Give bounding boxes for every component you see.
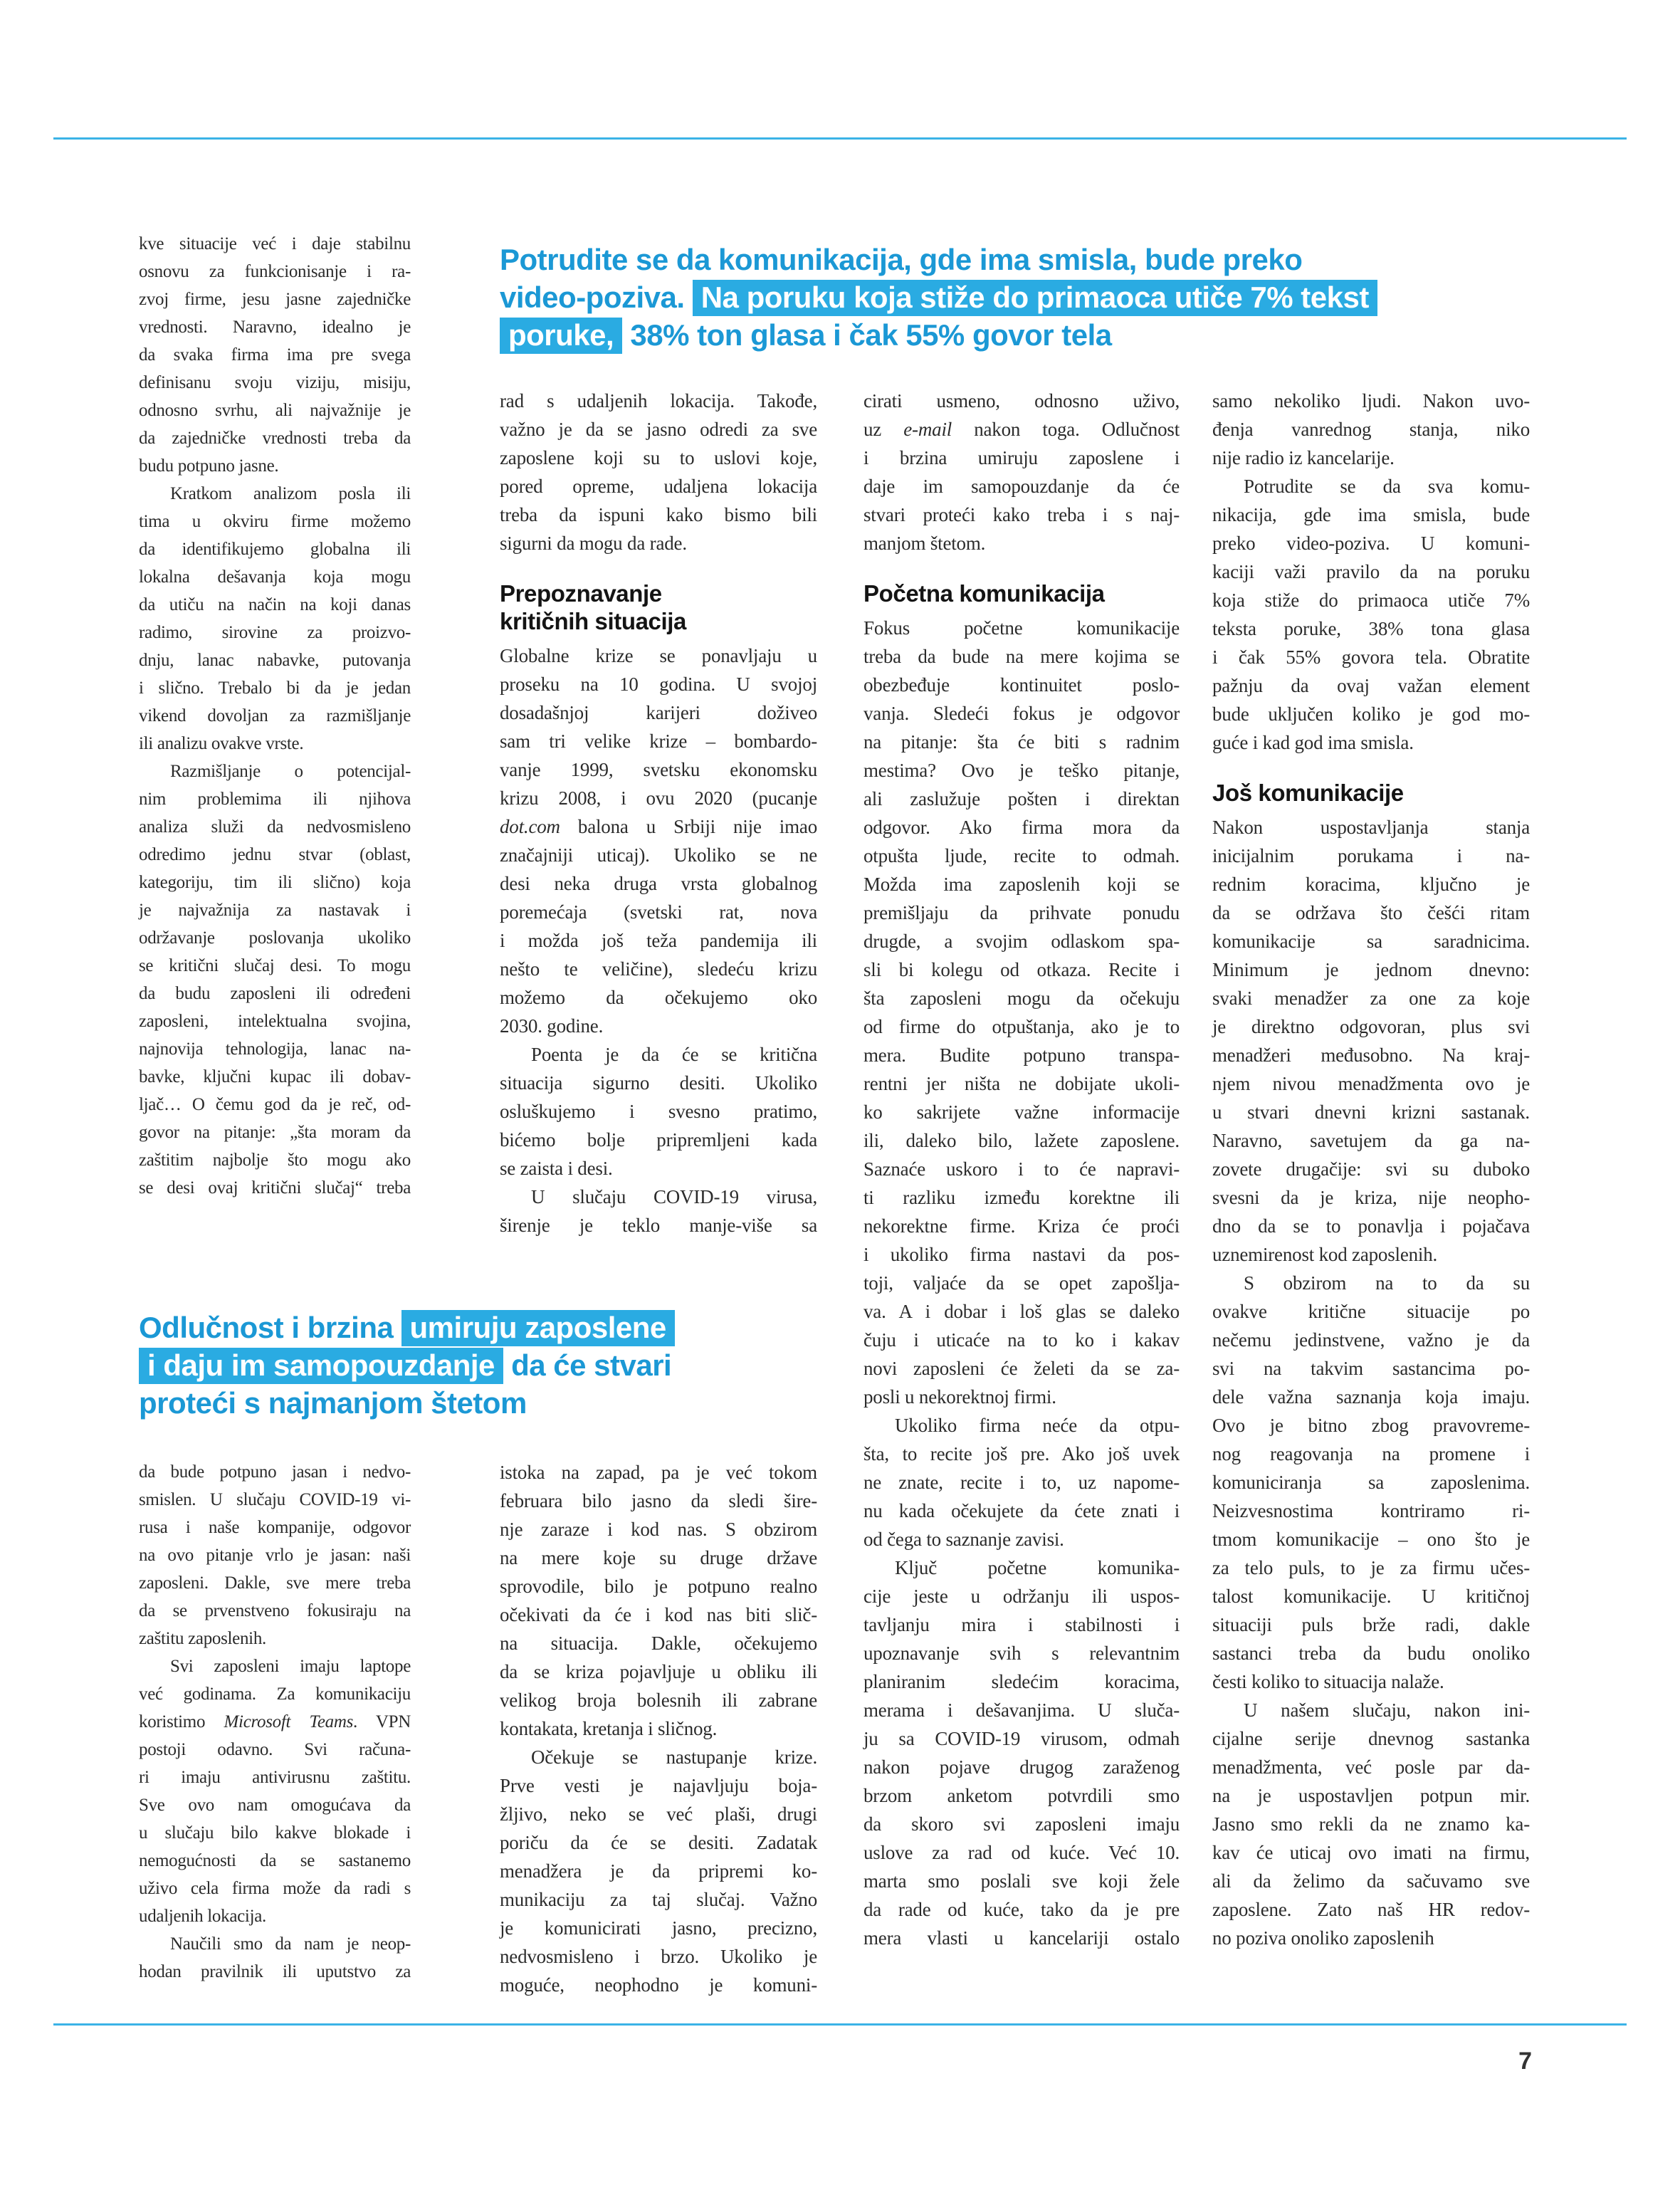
page-number: 7 — [1518, 2048, 1532, 2075]
body-paragraph: Kratkom analizom posla ili tima u okviru firme možemo da identifikujemo globalna ili lokalna dešavanja koja mogu da utiču na način na koji danas radimo, sirovine za proizvo- dnju, lanac nabavke, putovanja i slično. Trebalo bi da je jedan vikend dovoljan za razmišljanje ili analizu ovakve vrste. — [139, 484, 411, 753]
pullquote-headline-top — [500, 241, 1582, 354]
body-paragraph: kve situacije već i daje stabilnu osnovu za funkcionisanje i ra- zvoj firme, jesu jasne zajedničke vrednosti. Naravno, idealno je da svaka firma ima pre svega definisanu svoju viziju, misiju, odnosno svrhu, ali najvažnije je da zajedničke vrednosti treba da budu potpuno jasne. — [139, 234, 411, 476]
headline-line: poruke, 38% ton glasa i čak 55% govor tela — [500, 316, 1582, 354]
body-paragraph: U slučaju COVID-19 virusa, širenje je teklo manje-više sa — [500, 1186, 817, 1236]
column-3 — [863, 387, 1180, 1952]
headline-line: Potrudite se da komunikacija, gde ima smisla, bude preko — [500, 243, 1303, 276]
pullquote-headline-mid — [139, 1309, 965, 1422]
section-subheading: Prepoznavanje kritičnih situacija — [500, 580, 686, 634]
highlighted-text: i daju im samopouzdanje — [139, 1348, 503, 1384]
highlighted-text: umiruju zaposlene — [401, 1310, 675, 1346]
body-paragraph: samo nekoliko ljudi. Nakon uvo- đenja vanrednog stanja, niko nije radio iz kancelarije. — [1212, 390, 1530, 468]
headline-line: i daju im samopouzdanje da će stvari — [139, 1346, 965, 1384]
body-paragraph: Svi zaposleni imaju laptope već godinama. Za komunikaciju koristimo Microsoft Teams. VPN postoji odavno. Svi računa- ri imaju antivirusnu zaštitu. Sve ovo nam omogućava da u slučaju bilo kakve blokade i nemogućnosti da se sastanemo uživo cela firma može da radi s udaljenih lokacija. — [139, 1657, 411, 1926]
highlighted-text: Na poruku koja stiže do primaoca utiče 7% tekst — [693, 280, 1377, 316]
body-paragraph: rad s udaljenih lokacija. Takođe, važno je da se jasno odredi za sve zaposlene koji su to uslovi koje, pored opreme, udaljena lokacija treba da ispuni kako bismo bili sigurni da mogu da rade. — [500, 390, 817, 554]
body-paragraph: Poenta je da će se kritična situacija sigurno desiti. Ukoliko osluškujemo i svesno pratimo, bićemo bolje pripremljeni kada se zaista i desi. — [500, 1044, 817, 1179]
column-2-lower — [500, 1458, 817, 1999]
bottom-rule — [53, 2023, 1627, 2026]
body-paragraph: Razmišljanje o potencijal- nim problemima ili njihova analiza služi da nedvosmisleno odredimo jednu stvar (oblast, kategoriju, tim ili slično) koja je najvažnija za nastavak i održavanje poslovanja ukoliko se kritični slučaj desi. To mogu da budu zaposleni ili određeni zaposleni, intelektualna svojina, najnovija tehnologija, lanac na- bavke, ključni kupac ili dobav- ljač… O čemu god da je reč, od- govor na pitanje: „šta moram da zaštitim najbolje što mogu ako se desi ovaj kritični slučaj“ treba — [139, 762, 411, 1198]
top-rule — [53, 137, 1627, 140]
headline-line: video-poziva. Na poruku koja stiže do primaoca utiče 7% tekst — [500, 278, 1582, 316]
headline-line: Odlučnost i brzina umiruju zaposlene — [139, 1309, 965, 1346]
body-paragraph: S obzirom na to da su ovakve kritične situacije po nečemu jedinstvene, važno je da svi na takvim sastancima po- dele važna saznanja koja imaju. Ovo je bitno zbog pravovreme- nog reagovanja na promene i komuniciranja sa zaposlenima. Neizvesnostima kontriramo ri- tmom komunikacije – ono što je za telo puls, to je za firmu učes- talost komunikacije. U kritičnoj situaciji puls brže radi, dakle sastanci treba da budu onoliko česti koliko to situacija nalaže. — [1212, 1272, 1530, 1692]
body-paragraph: Fokus početne komunikacije treba da bude na mere kojima se obezbeđuje kontinuitet poslo- vanja. Sledeći fokus je odgovor na pitanje: šta će biti s radnim mestima? Ovo je teško pitanje, ali zaslužuje pošten i direktan odgovor. Ako firma mora da otpušta ljude, recite to odmah. Možda ima zaposlenih koji se premišljaju da prihvate ponudu drugde, a svojim odlaskom spa- sli bi kolegu od otkaza. Recite i šta zaposleni mogu da očekuju od firme do otpuštanja, ako je to mera. Budite potpuno transpa- rentni jer ništa ne dobijate ukoli- ko sakrijete važne informacije ili, daleko bilo, lažete zaposlene. Saznaće uskoro i to će napravi- ti razliku između korektne ili nekorektne firme. Kriza će proći i ukoliko firma nastavi da pos- toji, valjaće da se opet zapošlja- va. A i dobar i loš glas se daleko čuju i uticaće na to ko i kakav novi zaposleni će želeti da se za- posli u nekorektnoj firmi. — [863, 617, 1180, 1408]
section-subheading: Još komunikacije — [1212, 780, 1404, 806]
body-paragraph: U našem slučaju, nakon ini- cijalne serije dnevnog sastanka menadžmenta, već posle par da- na je uspostavljen potpun mir. Jasno smo rekli da ne znamo ka- kav će uticaj ovo imati na firmu, ali da želimo da sačuvamo sve zaposlene. Zato naš HR redov- no poziva onoliko zaposlenih — [1212, 1699, 1530, 1949]
body-paragraph: Globalne krize se ponavljaju u proseku na 10 godina. U svojoj dosadašnjoj karijeri doživeo sam tri velike krize – bombardo- vanje 1999, svetsku ekonomsku krizu 2008, i ovu 2020 (pucanje dot.com balona u Srbiji nije imao značajniji uticaj). Ukoliko se ne desi neka druga vrsta globalnog poremećaja (svetski rat, nova i možda još teža pandemija ili nešto te veličine), sledeću krizu možemo da očekujemo oko 2030. godine. — [500, 645, 817, 1037]
body-paragraph: Očekuje se nastupanje krize. Prve vesti je najavljuju boja- žljivo, neko se već plaši, drugi poriču da će se desiti. Zadatak menadžera je da pripremi ko- munikaciju za taj slučaj. Važno je komunicirati jasno, precizno, nedvosmisleno i brzo. Ukoliko je moguće, neophodno je komuni- — [500, 1746, 817, 1996]
column-2-upper — [500, 387, 817, 1240]
body-paragraph: cirati usmeno, odnosno uživo, uz e-mail nakon toga. Odlučnost i brzina umiruju zaposlene i daje im samopouzdanje da će stvari proteći kako treba i s naj- manjom štetom. — [863, 390, 1180, 554]
headline-line: proteći s najmanjom štetom — [139, 1386, 527, 1420]
column-1-upper — [139, 230, 411, 1202]
highlighted-text: poruke, — [500, 318, 622, 354]
column-4 — [1212, 387, 1530, 1952]
body-paragraph: Potrudite se da sva komu- nikacija, gde ima smisla, bude preko video-poziva. U komuni- kaciji važi pravilo da na poruku koja stiže do primaoca utiče 7% teksta poruke, 38% tona glasa i čak 55% govora tela. Obratite pažnju da ovaj važan element bude uključen koliko je god mo- guće i kad god ima smisla. — [1212, 476, 1530, 753]
body-paragraph: Nakon uspostavljanja stanja inicijalnim porukama i na- rednim koracima, ključno je da se održava što češći ritam komunikacije sa saradnicima. Minimum je jednom dnevno: svaki menadžer za one za koje je direktno odgovoran, plus svi menadžeri međusobno. Na kraj- njem nivou menadžmenta ovo je u stvari dnevni krizni sastanak. Naravno, savetujem da ga na- zovete drugačije: svi su duboko svesni da je kriza, nije neopho- dno da se to ponavlja i pojačava uznemirenost kod zaposlenih. — [1212, 817, 1530, 1265]
body-paragraph: Naučili smo da nam je neop- hodan pravilnik ili uputstvo za — [139, 1934, 411, 1981]
body-paragraph: Ukoliko firma neće da otpu- šta, to recite još pre. Ako još uvek ne znate, recite i to, uz napome- nu kada očekujete da ćete znati i od čega to saznanje zavisi. — [863, 1415, 1180, 1550]
body-paragraph: da bude potpuno jasan i nedvo- smislen. U slučaju COVID-19 vi- rusa i naše kompanije, odgovor na ovo pitanje vrlo je jasan: naši zaposleni. Dakle, sve mere treba da se prvenstveno fokusiraju na zaštitu zaposlenih. — [139, 1462, 411, 1648]
column-1-lower — [139, 1458, 411, 1986]
section-subheading: Početna komunikacija — [863, 580, 1105, 607]
body-paragraph: istoka na zapad, pa je već tokom februara bilo jasno da sledi šire- nje zaraze i kod nas. S obzirom na mere koje su druge države sprovodile, bilo je potpuno realno očekivati da će i kod nas biti slič- na situacija. Dakle, očekujemo da se kriza pojavljuje u obliku ili velikog broja bolesnih ili zabrane kontakata, kretanja i sličnog. — [500, 1462, 817, 1739]
body-paragraph: Ključ početne komunika- cije jeste u održanju ili uspos- tavljanju mira i stabilnosti i upoznavanje svih s relevantnim planiranim sledećim koracima, merama i dešavanjima. U sluča- ju sa COVID-19 virusom, odmah nakon pojave drugog zaraženog brzom anketom potvrdili smo da skoro svi zaposleni imaju uslove za rad od kuće. Već 10. marta smo poslali sve koji žele da rade od kuće, tako da je pre mera vlasti u kancelariji ostalo — [863, 1557, 1180, 1949]
